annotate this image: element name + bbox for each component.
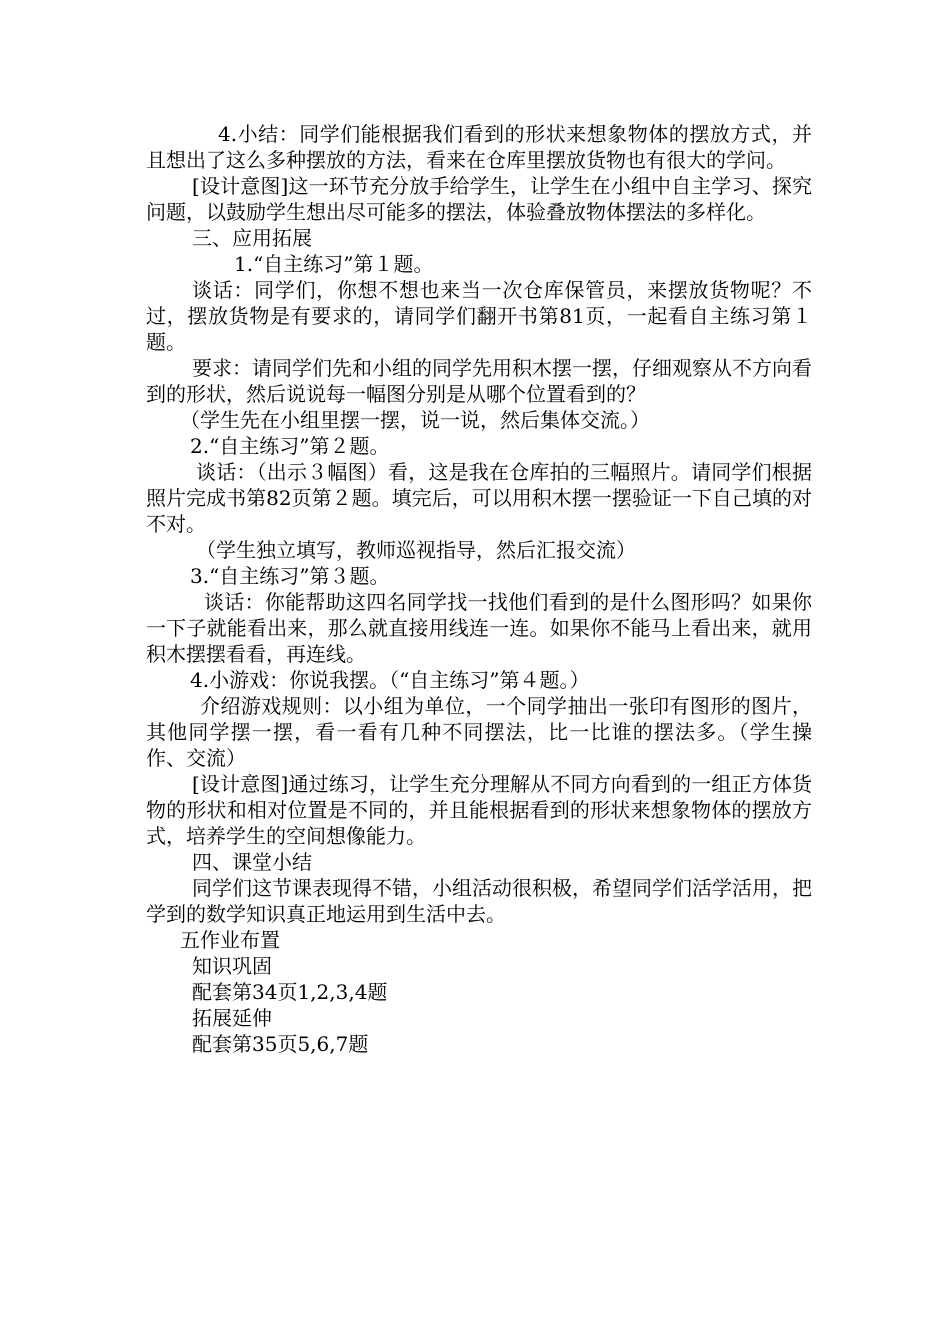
- paragraph-game-rules: 介绍游戏规则：以小组为单位，一个同学抽出一张印有图形的图片，其他同学摆一摆，看一看有几种不同摆法，比一比谁的摆法多。（学生操作、交流）: [146, 694, 812, 770]
- homework-item-2: 配套第35页5,6,7题: [192, 1032, 369, 1056]
- paragraph-talk-1: 谈话：同学们，你想不想也来当一次仓库保管员，来摆放货物呢？不过，摆放货物是有要求的，请同学们翻开书第81页，一起看自主练习第１题。: [146, 278, 812, 354]
- paragraph-requirement: 要求：请同学们先和小组的同学先用积木摆一摆，仔细观察从不方向看到的形状，然后说说每一幅图分别是从哪个位置看到的？: [146, 356, 812, 406]
- paragraph-talk-2: 谈话：（出示３幅图）看，这是我在仓库拍的三幅照片。请同学们根据照片完成书第82页第２题。填完后，可以用积木摆一摆验证一下自己填的对不对。: [146, 460, 812, 536]
- section-heading-summary: 四、课堂小结: [192, 850, 312, 874]
- paragraph-student-activity-1: （学生先在小组里摆一摆，说一说，然后集体交流。）: [180, 408, 650, 432]
- paragraph-design-intent-1: [设计意图]这一环节充分放手给学生，让学生在小组中自主学习、探究问题，以鼓励学生想出尽可能多的摆法，体验叠放物体摆法的多样化。: [146, 174, 812, 224]
- paragraph-summary: 4.小结：同学们能根据我们看到的形状来想象物体的摆放方式，并且想出了这么多种摆放的方法，看来在仓库里摆放货物也有很大的学问。: [146, 122, 812, 172]
- paragraph-student-activity-2: （学生独立填写，教师巡视指导，然后汇报交流）: [196, 538, 636, 562]
- exercise-heading-2: 2.“自主练习”第２题。: [190, 434, 390, 458]
- homework-category-consolidation: 知识巩固: [192, 954, 272, 978]
- homework-item-1: 配套第34页1,2,3,4题: [192, 980, 388, 1004]
- exercise-heading-1: 1.“自主练习”第１题。: [234, 252, 434, 276]
- exercise-heading-3: 3.“自主练习”第３题。: [190, 564, 390, 588]
- exercise-heading-4: 4.小游戏：你说我摆。（“自主练习”第４题。）: [190, 668, 590, 692]
- paragraph-talk-3: 谈话：你能帮助这四名同学找一找他们看到的是什么图形吗？如果你一下子就能看出来，那么就直接用线连一连。如果你不能马上看出来，就用积木摆摆看看，再连线。: [146, 590, 812, 666]
- paragraph-class-summary: 同学们这节课表现得不错，小组活动很积极，希望同学们活学活用，把学到的数学知识真正地运用到生活中去。: [146, 876, 812, 926]
- section-heading-homework: 五作业布置: [180, 928, 280, 952]
- section-heading-application: 三、应用拓展: [192, 226, 312, 250]
- paragraph-design-intent-2: [设计意图]通过练习，让学生充分理解从不同方向看到的一组正方体货物的形状和相对位置是不同的，并且能根据看到的形状来想象物体的摆放方式，培养学生的空间想像能力。: [146, 772, 812, 848]
- document-body: [146, 121, 812, 1057]
- homework-category-extension: 拓展延伸: [192, 1006, 272, 1030]
